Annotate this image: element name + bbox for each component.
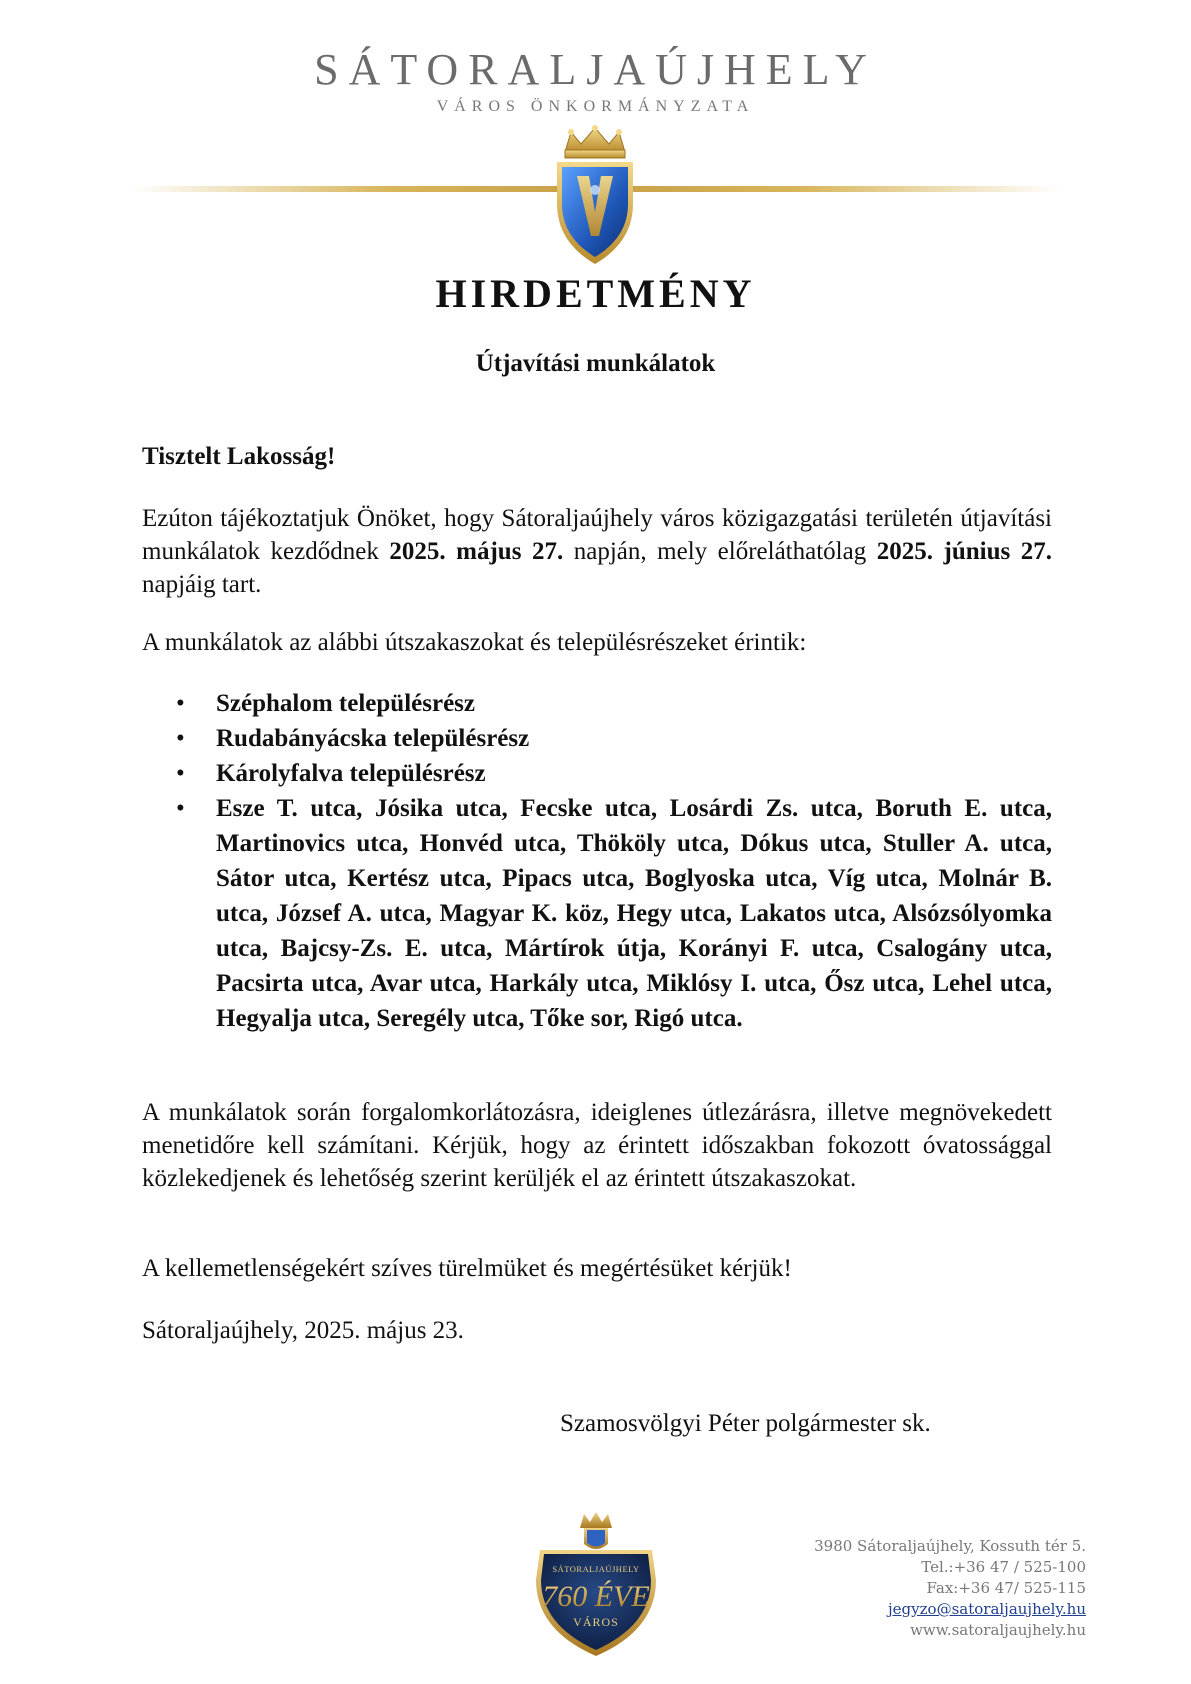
notice-title: HIRDETMÉNY [435, 271, 756, 316]
notice-subtitle: Útjavítási munkálatok [475, 350, 716, 377]
gold-divider-right [630, 186, 1060, 192]
gold-divider-left [130, 186, 560, 192]
list-item: • Károlyfalva településrész [216, 756, 1052, 791]
intro-text-1: Ezúton tájékoztatjuk Önöket, hogy Sátoraljaújhely város közigazgatási területén útjavítási munkálatok kezdődnek [142, 505, 1052, 565]
footer-fax: Fax:+36 47/ 525-115 [926, 1579, 1086, 1597]
place-and-date: Sátoraljaújhely, 2025. május 23. [142, 1317, 464, 1344]
footer-tel: Tel.:+36 47 / 525-100 [921, 1558, 1086, 1576]
start-date: 2025. május 27. [389, 538, 564, 565]
intro-text-3: napjáig tart. [142, 571, 262, 598]
intro-paragraph [142, 502, 1052, 601]
badge-line3: VÁROS [573, 1615, 619, 1629]
traffic-warning-paragraph: A munkálatok során forgalomkorlátozásra, ideiglenes útlezárásra, illetve megnövekedett menetidőre kell számítani. Kérjük, hogy az érintett időszakban fokozott óvatossággal közlekedjenek és lehetőség szerint kerüljék el az érintett útszakaszokat. [142, 1099, 1052, 1192]
badge-line2: 760 ÉVE [542, 1580, 650, 1613]
footer-address: 3980 Sátoraljaújhely, Kossuth tér 5. [814, 1537, 1086, 1555]
anniversary-badge-icon [528, 1510, 664, 1660]
brand-title: SÁTORALJAÚJHELY [314, 45, 877, 94]
areas-intro: A munkálatok az alábbi útszakaszokat és településrészeket érintik: [142, 629, 807, 656]
end-date: 2025. június 27. [876, 538, 1052, 565]
list-item: • Rudabányácska településrész [216, 721, 1052, 756]
list-item: • Esze T. utca, Jósika utca, Fecske utca, Losárdi Zs. utca, Boruth E. utca, Martinovics utca, Honvéd utca, Thököly utca, Dókus utca, Stuller A. utca, Sátor utca, Kertész utca, Pipacs utca, Boglyoska utca, Víg utca, Molnár B. utca, József A. utca, Magyar K. köz, Hegy utca, Lakatos utca, Alsózsólyomka utca, Bajcsy-Zs. E. utca, Mártírok útja, Korányi F. utca, Csalogány utca, Pacsirta utca, Avar utca, Harkály utca, Miklósy I. utca, Ősz utca, Lehel utca, Hegyalja utca, Seregély utca, Tőke sor, Rigó utca. [216, 791, 1052, 1036]
intro-text-2: napján, mely előreláthatólag [563, 538, 877, 565]
footer-contact [814, 1536, 1086, 1641]
greeting: Tisztelt Lakosság! [142, 443, 336, 470]
apology-paragraph: A kellemetlenségekért szíves türelmüket és megértésüket kérjük! [142, 1255, 792, 1282]
signature: Szamosvölgyi Péter polgármester sk. [560, 1410, 931, 1437]
affected-areas-list [142, 686, 1052, 1036]
city-crest-icon [545, 124, 645, 274]
badge-line1: SÁTORALJAÚJHELY [552, 1564, 640, 1574]
footer-website[interactable]: www.satoraljaujhely.hu [910, 1621, 1086, 1639]
list-item: • Széphalom településrész [216, 686, 1052, 721]
brand-subtitle: VÁROS ÖNKORMÁNYZATA [436, 98, 755, 115]
footer-email-link[interactable]: jegyzo@satoraljaujhely.hu [888, 1600, 1086, 1618]
